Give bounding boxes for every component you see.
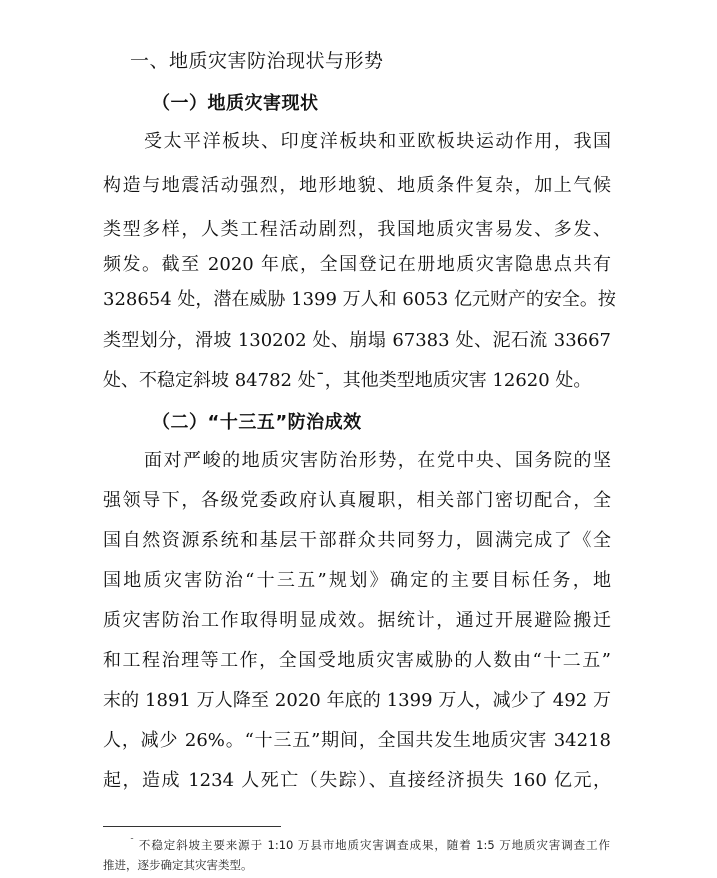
- paragraph-line: 国自然资源系统和基层干部群众共同努力，圆满完成了《全: [103, 530, 611, 551]
- paragraph-line: 处、不稳定斜坡 84782 处¯，其他类型地质灾害 12620 处。: [103, 370, 592, 391]
- footnote-divider: [103, 826, 281, 827]
- footnote-text: 不稳定斜坡主要来源于 1:10 万县市地质灾害调查成果，随着 1:5 万地质灾害调查工作: [138, 838, 610, 852]
- paragraph-line: 328654 处，潜在威胁 1399 万人和 6053 亿元财产的安全。按: [103, 289, 616, 310]
- subsection-heading-achievements: （二）“十三五”防治成效: [152, 412, 362, 433]
- paragraph-line: 起，造成 1234 人死亡（失踪）、直接经济损失 160 亿元，: [103, 770, 611, 791]
- footnote-line-continued: 推进，逐步确定其灾害类型。: [103, 858, 253, 872]
- paragraph-line: 受太平洋板块、印度洋板块和亚欧板块运动作用，我国: [144, 131, 611, 152]
- section-heading: 一、地质灾害防治现状与形势: [130, 50, 384, 72]
- footnote-line: [130, 838, 610, 852]
- paragraph-line: 和工程治理等工作，全国受地质灾害威胁的人数由“十二五”: [103, 650, 611, 671]
- paragraph-line: 面对严峻的地质灾害防治形势，在党中央、国务院的坚: [144, 450, 611, 471]
- paragraph-line: 类型划分，滑坡 130202 处、崩塌 67383 处、泥石流 33667: [103, 330, 611, 351]
- paragraph-line: 国地质灾害防治“十三五”规划》确定的主要目标任务，地: [103, 570, 611, 591]
- paragraph-line: 类型多样，人类工程活动剧烈，我国地质灾害易发、多发、: [103, 219, 611, 240]
- subsection-heading-current-status: （一）地质灾害现状: [152, 93, 319, 114]
- paragraph-line: 末的 1891 万人降至 2020 年底的 1399 万人，减少了 492 万: [103, 690, 611, 711]
- paragraph-line: 质灾害防治工作取得明显成效。据统计，通过开展避险搬迁: [103, 610, 611, 631]
- paragraph-line: 人，减少 26%。“十三五”期间，全国共发生地质灾害 34218: [103, 730, 611, 751]
- paragraph-line: 强领导下，各级党委政府认真履职，相关部门密切配合，全: [103, 490, 611, 511]
- footnote-mark: ¯: [130, 837, 134, 847]
- paragraph-line: 频发。截至 2020 年底，全国登记在册地质灾害隐患点共有: [103, 254, 611, 275]
- paragraph-line: 构造与地震活动强烈，地形地貌、地质条件复杂，加上气候: [103, 175, 611, 196]
